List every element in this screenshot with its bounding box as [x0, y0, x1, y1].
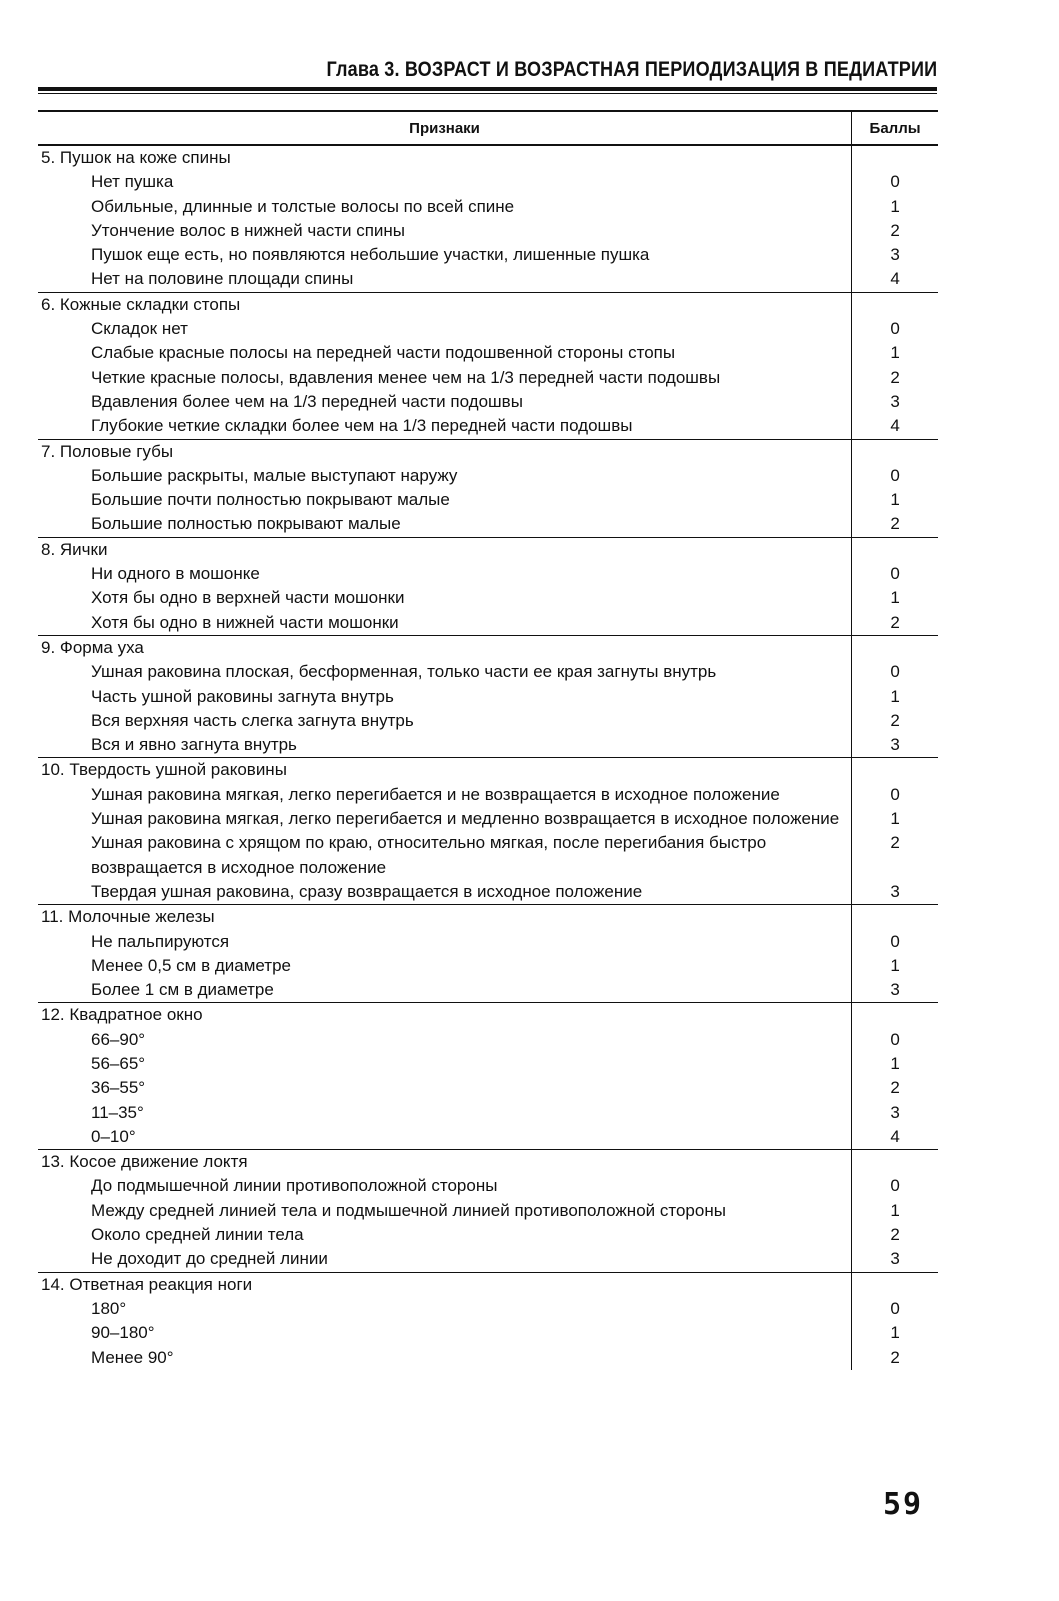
score-cell-empty — [851, 1273, 938, 1297]
table-row — [38, 1199, 938, 1223]
table-row — [38, 341, 938, 365]
score-value: 3 — [851, 1101, 938, 1125]
sign-text: Большие почти полностью покрывают малые — [91, 490, 450, 510]
score-value: 3 — [851, 243, 938, 267]
table-section — [38, 1273, 938, 1370]
section-title-row — [38, 538, 938, 562]
sign-text: Вся и явно загнута внутрь — [91, 735, 297, 755]
table-section — [38, 440, 938, 538]
score-value: 0 — [851, 1297, 938, 1321]
score-value: 0 — [851, 170, 938, 194]
sign-text: Четкие красные полосы, вдавления менее чем на 1/3 передней части подошвы — [91, 367, 721, 387]
sign-text: Менее 0,5 см в диаметре — [91, 955, 291, 975]
score-value: 1 — [851, 1321, 938, 1345]
table-row — [38, 1223, 938, 1247]
sign-text: Нет на половине площади спины — [91, 269, 354, 289]
sign-text: 36–55° — [91, 1078, 146, 1098]
table-row — [38, 783, 938, 807]
score-value: 0 — [851, 1028, 938, 1052]
sign-text: Более 1 см в диаметре — [91, 980, 274, 1000]
table-row — [38, 464, 938, 488]
score-value: 2 — [851, 1346, 938, 1370]
table-row — [38, 807, 938, 831]
score-value: 1 — [851, 1052, 938, 1076]
score-value: 2 — [851, 366, 938, 390]
table-row — [38, 1028, 938, 1052]
sign-text: До подмышечной линии противоположной стороны — [91, 1176, 498, 1196]
table-row — [38, 611, 938, 635]
sign-text: Ушная раковина мягкая, легко перегибается и медленно возвращается в исходное положение — [91, 809, 840, 829]
score-cell-empty — [851, 905, 938, 929]
sign-text: Хотя бы одно в нижней части мошонки — [91, 612, 399, 632]
score-value: 0 — [851, 660, 938, 684]
section-title: 6. Кожные складки стопы — [41, 294, 241, 314]
score-value: 0 — [851, 562, 938, 586]
score-value: 3 — [851, 733, 938, 757]
table-section — [38, 293, 938, 440]
sign-text: Ушная раковина плоская, бесформенная, только части ее края загнуты внутрь — [91, 662, 717, 682]
score-value: 1 — [851, 195, 938, 219]
score-value: 1 — [851, 685, 938, 709]
score-value: 3 — [851, 390, 938, 414]
sign-text: 0–10° — [91, 1126, 136, 1146]
sign-text: Пушок еще есть, но появляются небольшие участки, лишенные пушка — [91, 245, 650, 265]
table-row — [38, 1247, 938, 1271]
table-section — [38, 1003, 938, 1150]
sign-text: Ушная раковина мягкая, легко перегибается и не возвращается в исходное положение — [91, 784, 780, 804]
scoring-table — [38, 110, 938, 1370]
sign-text: Глубокие четкие складки более чем на 1/3 передней части подошвы — [91, 416, 633, 436]
page-number: 59 — [883, 1487, 924, 1522]
score-value: 0 — [851, 783, 938, 807]
sign-text: 11–35° — [91, 1102, 144, 1122]
table-row — [38, 366, 938, 390]
sign-text: Нет пушка — [91, 172, 174, 192]
table-row — [38, 243, 938, 267]
sign-text: Не доходит до средней линии — [91, 1249, 328, 1269]
score-value: 2 — [851, 611, 938, 635]
section-title: 7. Половые губы — [41, 441, 174, 461]
score-value: 2 — [851, 1076, 938, 1100]
score-cell-empty — [851, 440, 938, 464]
table-section — [38, 636, 938, 758]
section-title-row — [38, 1150, 938, 1174]
table-row — [38, 1101, 938, 1125]
score-value: 1 — [851, 488, 938, 512]
score-value: 0 — [851, 1174, 938, 1198]
score-cell-empty — [851, 1150, 938, 1174]
table-row — [38, 880, 938, 904]
chapter-title: Глава 3. ВОЗРАСТ И ВОЗРАСТНАЯ ПЕРИОДИЗАЦИЯ В ПЕДИАТРИИ — [326, 58, 937, 81]
sign-text: Часть ушной раковины загнута внутрь — [91, 686, 394, 706]
table-row — [38, 1346, 938, 1370]
section-title: 11. Молочные железы — [41, 907, 215, 927]
table-section — [38, 538, 938, 636]
section-title-row — [38, 905, 938, 929]
header-rule-thin — [38, 93, 937, 94]
table-row — [38, 1174, 938, 1198]
table-row — [38, 831, 938, 880]
sign-text: Складок нет — [91, 319, 188, 339]
section-title: 12. Квадратное окно — [41, 1005, 203, 1025]
section-title-row — [38, 636, 938, 660]
sign-text: Ни одного в мошонке — [91, 564, 260, 584]
section-title-row — [38, 1003, 938, 1027]
table-row — [38, 488, 938, 512]
score-value: 2 — [851, 219, 938, 243]
section-title: 10. Твердость ушной раковины — [41, 760, 287, 780]
score-value: 0 — [851, 464, 938, 488]
sign-text: Твердая ушная раковина, сразу возвращается в исходное положение — [91, 881, 643, 901]
section-title-row — [38, 440, 938, 464]
score-value: 1 — [851, 807, 938, 831]
table-row — [38, 685, 938, 709]
table-row — [38, 1052, 938, 1076]
table-section — [38, 1150, 938, 1272]
sign-text: Обильные, длинные и толстые волосы по всей спине — [91, 196, 515, 216]
score-value: 2 — [851, 1223, 938, 1247]
score-value: 1 — [851, 341, 938, 365]
table-row — [38, 512, 938, 536]
score-value: 4 — [851, 1125, 938, 1149]
table-row — [38, 390, 938, 414]
sign-text: Не пальпируются — [91, 931, 230, 951]
sign-text: Вся верхняя часть слегка загнута внутрь — [91, 710, 414, 730]
table-row — [38, 930, 938, 954]
sign-text: 90–180° — [91, 1323, 155, 1343]
section-title: 13. Косое движение локтя — [41, 1152, 248, 1172]
table-row — [38, 978, 938, 1002]
table-row — [38, 267, 938, 291]
sign-text: Около средней линии тела — [91, 1225, 304, 1245]
section-title-row — [38, 146, 938, 170]
table-section — [38, 905, 938, 1003]
sign-text: 180° — [91, 1298, 127, 1318]
section-title: 9. Форма уха — [41, 637, 144, 657]
table-row — [38, 414, 938, 438]
score-value: 1 — [851, 1199, 938, 1223]
score-value: 2 — [851, 831, 938, 880]
table-row — [38, 1076, 938, 1100]
column-header-score: Баллы — [851, 112, 938, 144]
score-value: 0 — [851, 317, 938, 341]
score-value: 1 — [851, 954, 938, 978]
table-row — [38, 586, 938, 610]
table-section — [38, 146, 938, 293]
score-value: 0 — [851, 930, 938, 954]
table-row — [38, 1321, 938, 1345]
score-cell-empty — [851, 538, 938, 562]
score-value: 3 — [851, 880, 938, 904]
table-row — [38, 1297, 938, 1321]
table-row — [38, 660, 938, 684]
sign-text: Большие полностью покрывают малые — [91, 514, 401, 534]
table-row — [38, 219, 938, 243]
table-row — [38, 954, 938, 978]
score-value: 1 — [851, 586, 938, 610]
table-header — [38, 112, 938, 146]
table-body — [38, 146, 938, 1370]
score-cell-empty — [851, 758, 938, 782]
table-row — [38, 709, 938, 733]
sign-text: Ушная раковина с хрящом по краю, относительно мягкая, после перегибания быстро возвращается в исходное положение — [91, 833, 767, 877]
section-title: 8. Яички — [41, 539, 108, 559]
table-row — [38, 195, 938, 219]
table-row — [38, 733, 938, 757]
section-title: 14. Ответная реакция ноги — [41, 1274, 253, 1294]
score-cell-empty — [851, 1003, 938, 1027]
score-cell-empty — [851, 636, 938, 660]
section-title-row — [38, 758, 938, 782]
table-row — [38, 562, 938, 586]
score-value: 2 — [851, 709, 938, 733]
sign-text: Вдавления более чем на 1/3 передней части подошвы — [91, 391, 523, 411]
column-header-signs: Признаки — [409, 119, 480, 137]
table-section — [38, 758, 938, 905]
sign-text: Большие раскрыты, малые выступают наружу — [91, 465, 458, 485]
table-row — [38, 170, 938, 194]
score-cell-empty — [851, 293, 938, 317]
section-title-row — [38, 293, 938, 317]
section-title-row — [38, 1273, 938, 1297]
score-cell-empty — [851, 146, 938, 170]
sign-text: Утончение волос в нижней части спины — [91, 220, 406, 240]
sign-text: 66–90° — [91, 1029, 146, 1049]
sign-text: Менее 90° — [91, 1347, 174, 1367]
score-value: 3 — [851, 1247, 938, 1271]
score-value: 4 — [851, 414, 938, 438]
table-row — [38, 317, 938, 341]
sign-text: 56–65° — [91, 1053, 146, 1073]
score-value: 4 — [851, 267, 938, 291]
score-value: 3 — [851, 978, 938, 1002]
sign-text: Хотя бы одно в верхней части мошонки — [91, 588, 405, 608]
table-row — [38, 1125, 938, 1149]
sign-text: Слабые красные полосы на передней части подошвенной стороны стопы — [91, 343, 676, 363]
score-value: 2 — [851, 512, 938, 536]
section-title: 5. Пушок на коже спины — [41, 148, 231, 167]
sign-text: Между средней линией тела и подмышечной линией противоположной стороны — [91, 1200, 726, 1220]
header-rule — [38, 87, 937, 91]
